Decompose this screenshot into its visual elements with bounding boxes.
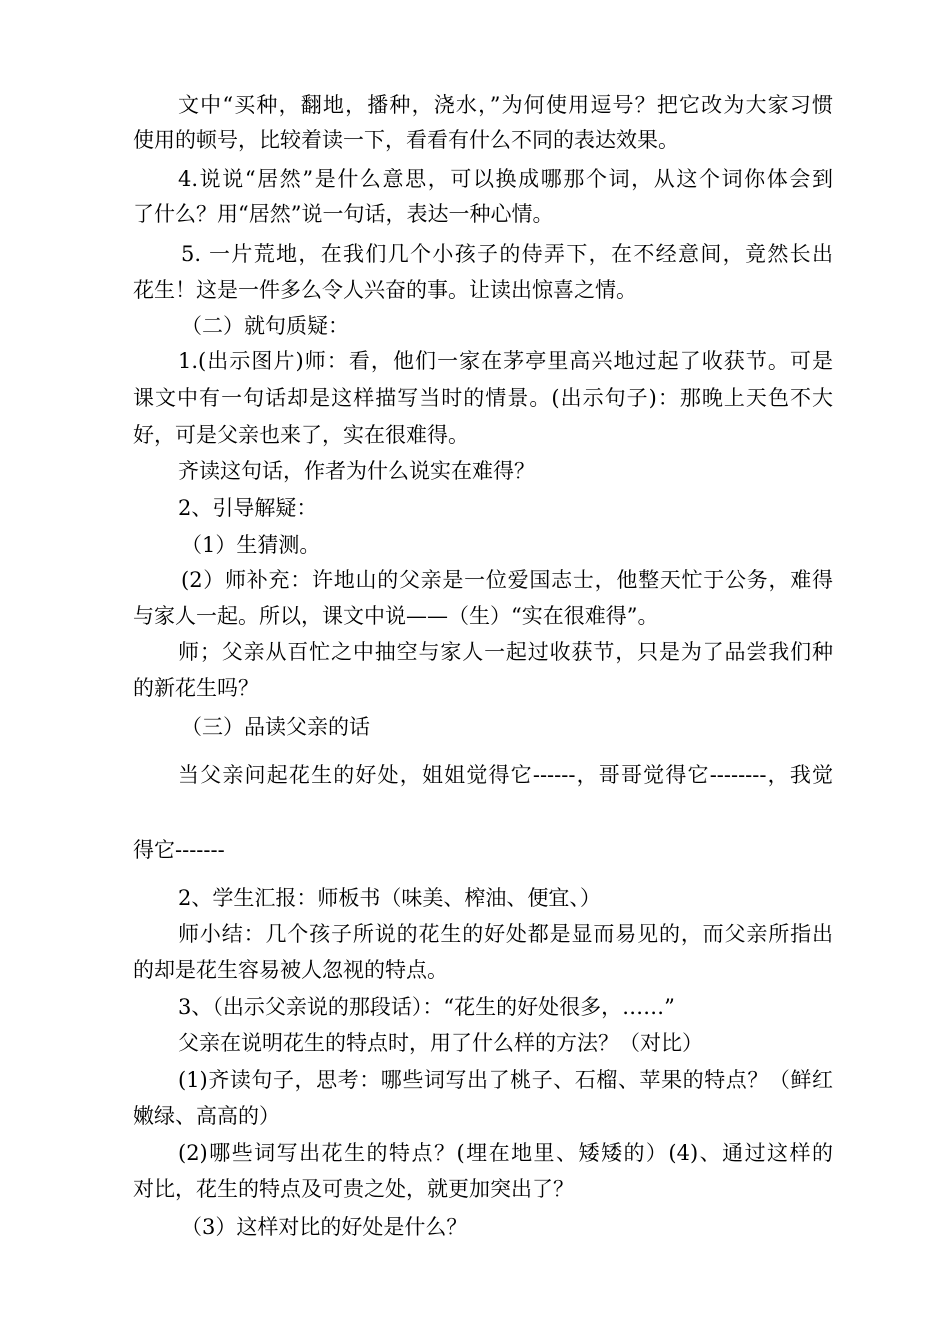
paragraph-line: 得它-------	[133, 838, 225, 862]
paragraph-line: 5. 一片荒地，在我们几个小孩子的侍弄下，在不经意间，竟然长出	[181, 242, 833, 266]
paragraph-line: 与家人一起。所以，课文中说——（生）“实在很难得”。	[133, 604, 659, 628]
paragraph-line: 对比，花生的特点及可贵之处，就更加突出了？	[133, 1177, 574, 1201]
paragraph-line: (2）师补充：许地山的父亲是一位爱国志士，他整天忙于公务，难得	[181, 568, 833, 592]
paragraph-line: (1)齐读句子，思考：哪些词写出了桃子、石榴、苹果的特点？（鲜红	[178, 1068, 833, 1092]
paragraph-line: 使用的顿号，比较着读一下，看看有什么不同的表达效果。	[133, 128, 679, 152]
paragraph-line: （1）生猜测。	[181, 533, 321, 557]
paragraph-line: 课文中有一句话却是这样描写当时的情景。(出示句子)：那晚上天色不大	[133, 386, 833, 410]
paragraph-line: 齐读这句话，作者为什么说实在难得？	[178, 459, 535, 483]
paragraph-line: 了什么？用“居然”说一句话，表达一种心情。	[133, 202, 554, 226]
paragraph-line: 师；父亲从百忙之中抽空与家人一起过收获节，只是为了品尝我们种	[178, 640, 833, 664]
paragraph-line: 3、（出示父亲说的那段话）：“花生的好处很多，……”	[178, 995, 675, 1019]
paragraph-line: 嫩绿、高高的）	[133, 1104, 280, 1128]
paragraph-line: 的却是花生容易被人忽视的特点。	[133, 958, 448, 982]
paragraph-line: 好，可是父亲也来了，实在很难得。	[133, 423, 469, 447]
paragraph-line: （3）这样对比的好处是什么？	[181, 1215, 468, 1239]
paragraph-line: 父亲在说明花生的特点时，用了什么样的方法？（对比）	[178, 1031, 703, 1055]
paragraph-line: 当父亲问起花生的好处，姐姐觉得它------，哥哥觉得它--------，我觉	[178, 763, 833, 787]
paragraph-line: 师小结：几个孩子所说的花生的好处都是显而易见的，而父亲所指出	[178, 922, 833, 946]
paragraph-line: 2、引导解疑：	[178, 496, 318, 520]
paragraph-line: 4.说说“居然”是什么意思，可以换成哪那个词，从这个词你体会到	[178, 167, 833, 191]
paragraph-line: 的新花生吗？	[133, 676, 259, 700]
section-heading: （三）品读父亲的话	[181, 715, 370, 739]
section-heading: （二）就句质疑：	[181, 314, 349, 338]
paragraph-line: 花生！这是一件多么令人兴奋的事。让读出惊喜之情。	[133, 278, 637, 302]
paragraph-line: 2、学生汇报：师板书（味美、榨油、便宜、）	[178, 886, 601, 910]
paragraph-line: 文中“买种，翻地，播种，浇水，”为何使用逗号？把它改为大家习惯	[178, 93, 833, 117]
paragraph-line: 1.(出示图片)师：看，他们一家在茅亭里高兴地过起了收获节。可是	[178, 349, 833, 373]
paragraph-line: (2)哪些词写出花生的特点？(埋在地里、矮矮的）(4)、通过这样的	[178, 1141, 833, 1165]
